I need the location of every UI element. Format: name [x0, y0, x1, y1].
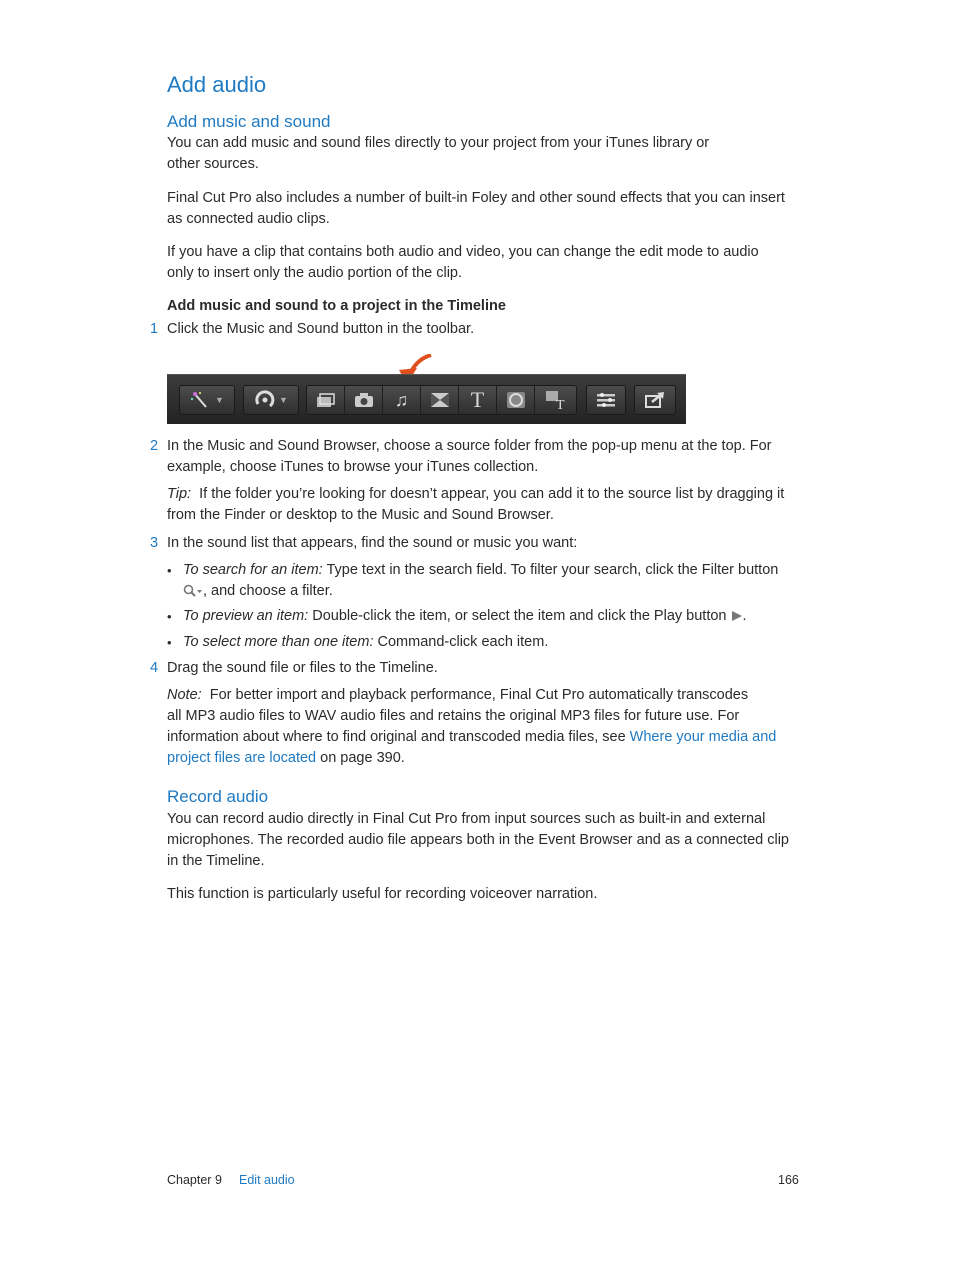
text-line: If you have a clip that contains both audio and video, you can change the edit mode to audio: [167, 244, 759, 260]
enhance-wand-icon: ▼: [180, 386, 234, 414]
step-number: 4: [150, 660, 159, 676]
svg-text:T: T: [556, 398, 565, 411]
text-line: Double-click the item, or select the item and click the Play button: [308, 608, 731, 624]
list-item: [183, 560, 803, 602]
list-item: [183, 606, 803, 627]
text-line: as connected audio clips.: [167, 211, 330, 227]
titles-icon[interactable]: T: [459, 386, 497, 414]
text-line: In the Music and Sound Browser, choose a source folder from the pop-up menu at the top. For: [167, 438, 772, 454]
clip-browser-icon[interactable]: [307, 386, 345, 414]
share-icon: [635, 386, 675, 414]
music-note-icon[interactable]: ♫: [383, 386, 421, 414]
step-number: 3: [150, 535, 159, 551]
themes-icon[interactable]: [535, 386, 577, 414]
section-title-record-audio: Record audio: [167, 787, 269, 806]
text-line: You can record audio directly in Final Cut Pro from input sources such as built-in and external: [167, 811, 766, 827]
toolbar-screenshot: [167, 374, 686, 424]
section-title-add-music: Add music and sound: [167, 112, 331, 131]
retime-button[interactable]: [243, 385, 299, 415]
list-item: [183, 632, 803, 653]
text-line: example, choose iTunes to browse your iTunes collection.: [167, 459, 539, 475]
media-browser-group: [306, 385, 577, 415]
text-line: only to insert only the audio portion of the clip.: [167, 265, 463, 281]
step-text: Click the Music and Sound button in the toolbar.: [167, 321, 475, 337]
step-text: Drag the sound file or files to the Timeline.: [167, 660, 438, 676]
text-line: For better import and playback performance, Final Cut Pro automatically transcodes: [209, 687, 749, 703]
paragraph: This function is particularly useful for recording voiceover narration.: [167, 886, 598, 902]
step-number: 2: [150, 438, 159, 454]
step-number: 1: [150, 321, 159, 337]
inspector-icon: [587, 386, 625, 414]
photo-camera-icon[interactable]: [345, 386, 383, 414]
bullet-icon: •: [167, 563, 172, 578]
text-line: other sources.: [167, 156, 259, 172]
filter-search-icon: [183, 584, 203, 598]
media-location-link[interactable]: project files are located: [167, 750, 317, 766]
transitions-icon[interactable]: [421, 386, 459, 414]
note-label: Note:: [167, 687, 202, 703]
generators-icon[interactable]: [497, 386, 535, 414]
tip: [167, 484, 807, 526]
bullet-icon: •: [167, 635, 172, 650]
footer-chapter: Chapter 9: [167, 1173, 222, 1187]
step-text: [167, 436, 807, 478]
step-text: In the sound list that appears, find the sound or music you want:: [167, 535, 578, 551]
text-line: Type text in the search field. To filter your search, click the Filter button: [322, 562, 779, 578]
text-line: in the Timeline.: [167, 853, 265, 869]
item-label: To select more than one item:: [183, 634, 374, 650]
task-title: Add music and sound to a project in the Timeline: [167, 298, 506, 314]
text-line: Command-click each item.: [373, 634, 549, 650]
text-line: microphones. The recorded audio file appears both in the Event Browser and as a connected clip: [167, 832, 789, 848]
paragraph: [167, 133, 807, 175]
text-line: all MP3 audio files to WAV audio files and retains the original MP3 files for future use. For: [167, 708, 740, 724]
paragraph: [167, 188, 807, 230]
text-line: , and choose a filter.: [203, 583, 333, 599]
play-icon: [731, 610, 743, 622]
tip-label: Tip:: [167, 486, 192, 502]
note: [167, 685, 807, 769]
paragraph: [167, 809, 807, 872]
page-number: 166: [778, 1173, 799, 1187]
paragraph: [167, 242, 807, 284]
enhance-button[interactable]: [179, 385, 235, 415]
text-line: Final Cut Pro also includes a number of built-in Foley and other sound effects that you can insert: [167, 190, 785, 206]
text-line: .: [742, 608, 747, 624]
footer-chapter-title-link[interactable]: Edit audio: [239, 1173, 295, 1187]
text-line: from the Finder or desktop to the Music and Sound Browser.: [167, 507, 554, 523]
text-line: on page 390.: [316, 750, 405, 766]
retime-icon: ▼: [244, 386, 298, 414]
item-label: To search for an item:: [183, 562, 323, 578]
inspector-button[interactable]: [586, 385, 626, 415]
text-line: information about where to find original and transcoded media files, see: [167, 729, 630, 745]
share-button[interactable]: [634, 385, 676, 415]
text-line: If the folder you’re looking for doesn’t appear, you can add it to the source list by dragging it: [199, 486, 785, 502]
media-location-link[interactable]: Where your media and: [629, 729, 777, 745]
bullet-icon: •: [167, 609, 172, 624]
page-title: Add audio: [167, 72, 267, 97]
item-label: To preview an item:: [183, 608, 309, 624]
text-line: You can add music and sound files directly to your project from your iTunes library or: [167, 135, 710, 151]
